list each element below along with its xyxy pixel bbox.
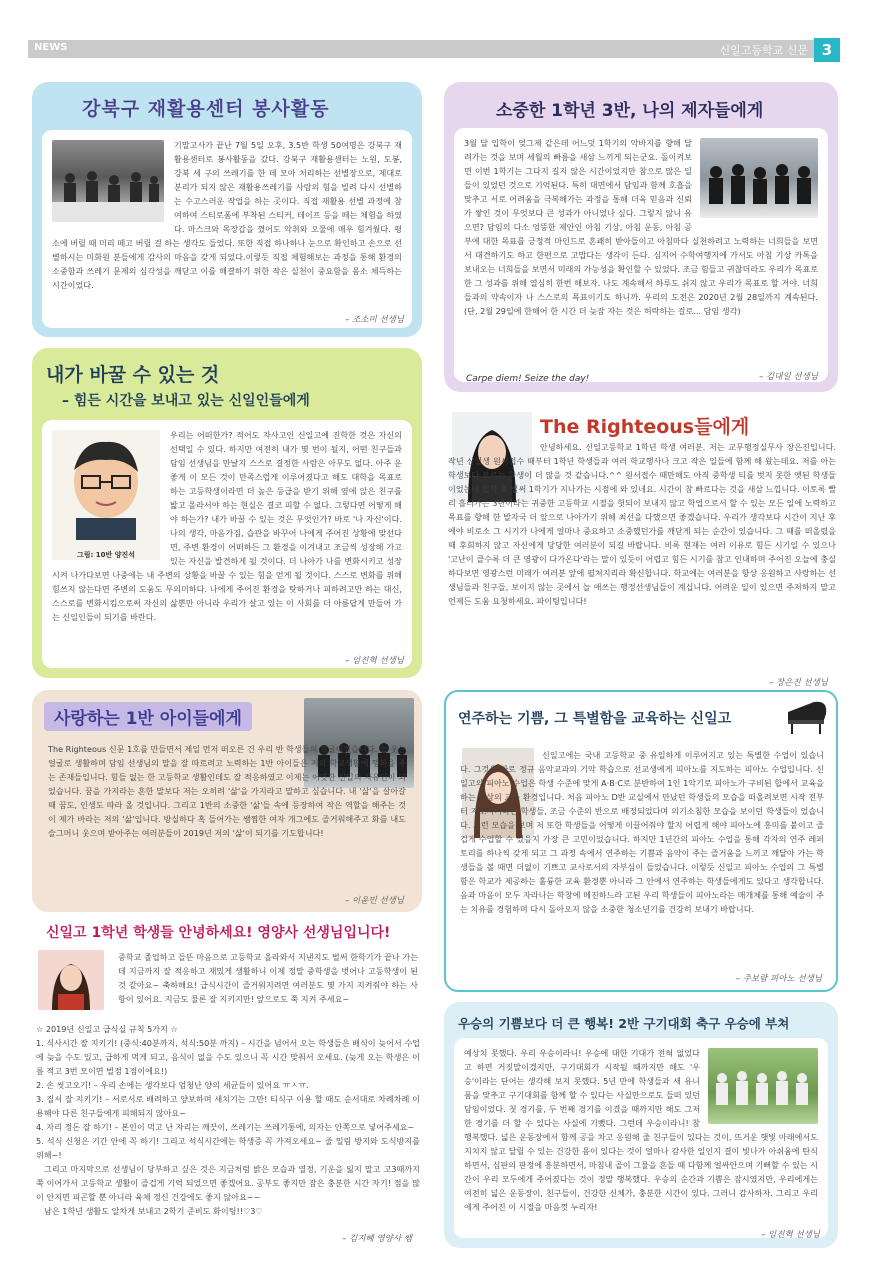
article-author: – 김지혜 영양사 쌤 [342, 1234, 412, 1244]
nutrition-rules [36, 1022, 420, 1218]
nutrition-intro: 중학교 졸업하고 들뜬 마음으로 고등학교 올라와서 지낸지도 벌써 한학기가 끝나 가는데 지금까지 잘 적응하고 재밌게 생활하니 이제 정말 중학생을 벗어나 고등학생이 된 것 같아요~ 축하해요! 급식시간이 즐거워지려면 여러분도 몇 가지 지켜줘야 하는 사항이 있어요. 지금도 물론 잘 지키지만! 앞으로도 쭉 지켜 주세요~ [118, 952, 418, 1004]
article-body: 기말고사가 끝난 7월 5일 오후, 3.5반 학생 50여명은 강북구 재활용센터로 봉사활동을 갔다. 강북구 재활용센터는 노원, 도봉, 강북 세 구의 쓰레기를 한 데 모아 처리하는 선별장으로, 제대로 분리가 되지 않은 재활용쓰레기를 사람의 힘을 빌려 다시 선별하는 수고스러운 작업을 하는 곳이다. 직접 재활용 선별 과정에 참여하여 스티로폼에 부착된 스티커, 테이프 등을 떼는 체험을 하였다. 마스크와 목장갑을 꼈어도 악취와 오물에 매우 힘겨웠다. 평소에 버릴 때 미리 떼고 버릴 걸 하는 생각도 들었다. 또한 직접 하나하나 눈으로 확인하고 손으로 선별하시는 미화원 분들에게 감사의 마음을 갖게 되었다.이렇듯 직접 체험해보는 과정을 통해 환경의 소중함과 쓰레기 문제의 심각성을 깨닫고 이를 해결하기 위한 작은 실천이 중요함을 몸소 체득하는 시간이었다. [52, 140, 402, 290]
article-author: – 임진혁 선생님 [761, 1230, 820, 1240]
article-title: 우승의 기쁨보다 더 큰 행복! 2반 구기대회 축구 우승에 부쳐 [458, 1016, 790, 1031]
section-label: NEWS [34, 42, 68, 53]
rule-item: 4. 자리 정돈 잘 하기! – 본인이 먹고 난 자리는 깨끗이, 쓰레기는 쓰레기통에, 의자는 안쪽으로 넣어주세요~ [36, 1122, 415, 1132]
article-subtitle: – 힘든 시간을 보내고 있는 신일인들에게 [62, 393, 310, 409]
article-body-box [42, 420, 412, 668]
header-bar [28, 40, 814, 58]
article-author: – 장은진 선생님 [769, 678, 828, 688]
article-righteous [444, 400, 838, 688]
article-nutrition [32, 918, 422, 1248]
soccer-photo [708, 1048, 818, 1124]
article-body-box [454, 128, 828, 382]
closing-paragraph: 그리고 마지막으로 선생님이 당부하고 싶은 것은 지금처럼 밝은 모습과 열정, 기운을 잃지 말고 고3때까지 쭉 이어가서 고등학교 생활이 즐겁게 기억 되었으면 좋겠어요. 공부도 좋지만 잠은 충분한 시간 자기! 점을 많이 안지면 피곤할 뿐 아니라 육체 정신 건강에도 좋지 않아요~~ [36, 1164, 420, 1202]
article-author: – 이윤민 선생님 [345, 896, 404, 906]
article-body-box [42, 738, 412, 904]
nutritionist-photo [38, 950, 104, 1010]
article-title: 신일고 1학년 학생들 안녕하세요! 영양사 선생님입니다! [46, 925, 391, 941]
article-title: 소중한 1학년 3반, 나의 제자들에게 [496, 101, 764, 121]
article-title: 내가 바꿀 수 있는 것 [46, 364, 220, 386]
article-title: 연주하는 기쁨, 그 특별함을 교육하는 신일고 [458, 711, 732, 727]
rule-item: 1. 식사시간 잘 지키기! (중식:40분까지, 석식:50분 까지) – 시간을 넘어서 오는 학생들은 배식이 늦어서 수업에 늦을 수도 있고, 급하게 먹게 되고, 음식이 없을 수도 있으니 꼭 시간 맞춰서 오세요. (늦게 오는 학생은 이름 적고 3번 모이면 벌점 1점이에요!) [36, 1038, 420, 1076]
piano-icon [784, 696, 830, 736]
photo-caption: 그림: 10반 양진석 [77, 551, 135, 559]
grand-piano-icon [784, 696, 830, 736]
cartoon-face-icon [52, 430, 160, 540]
rule-item: 5. 석식 신청은 기간 안에 꼭 하기! 그리고 석식시간에는 학생증 꼭 가져오세요~ 줄 밀림 방지와 도식방지를 위해~! [36, 1136, 420, 1160]
article-title: The Righteous들에게 [540, 416, 750, 438]
motto: Carpe diem! Seize the day! [466, 374, 590, 384]
people-photo-icon [52, 140, 164, 222]
page-number: 3 [814, 38, 840, 62]
article-title: 강북구 재활용센터 봉사활동 [82, 98, 330, 120]
rules-heading: ☆ 2019년 신일고 급식실 규칙 5가지 ☆ [36, 1024, 178, 1034]
students-photo-icon [700, 138, 818, 218]
article-body: 예상치 못했다. 우리 우승이라니! 우승에 대한 기대가 전혀 없었다고 하면 거짓말이겠지만, 구기대회가 시작될 때까지만 해도 '우승'이라는 단어는 생각해 보지 못했다. 5년 만에 학생들과 새 유니폼을 맞추고 구기대회를 함께 할 수 있다는 사실만으로도 들떠 있던 담임이었다. 첫 경기를, 두 번째 경기를 이겼을 때까지만 해도 그저 한 경기를 더 할 수 있다는 사실에 기뻤다. 그런데 우승이라니! 참 행복했다. 넓은 운동장에서 함께 공을 차고 응원해 줄 친구들이 있다는 것이, 뜨거운 햇빛 아래에서도 지치지 않고 달릴 수 있는 건강한 몸이 있다는 것이 얼마나 감사한 일인지 결이 빛나가 아쉬움에 탄식하면서, 심판의 판정에 흥분하면서, 마침내 골이 그물을 흔들 때 다함께 얼싸안으며 기뻐할 수 있는 시간이 우리 모두에게 주어졌다는 것이 정말 행복했다. 우승의 순간과 기쁨은 잠시였지만, 우리에게는 여전히 넓은 운동장이, 친구들이, 건강한 신체가, 충분한 시간이 있다. 그러니 감사하자. 그리고 우리에게 주어진 이 시절을 마음껏 누리자! [464, 1048, 818, 1212]
article-change [32, 348, 422, 678]
article-class1 [32, 690, 422, 912]
rule-item: 3. 질서 잘 지키기! – 서로서로 배려하고 양보하며 새치기는 그만! 티식구 이용 할 때도 순서대로 차례차례 이용해야 다른 친구들에게 피해되지 않아요~ [36, 1094, 420, 1118]
article-title: 사랑하는 1반 아이들에게 [44, 702, 252, 731]
article-author: – 주보람 피아노 선생님 [735, 974, 822, 984]
cartoon-illustration [52, 430, 160, 560]
article-body: The Righteous 신문 1호를 만들면서 제일 먼저 떠오른 건 우리 반 학생들의 얼굴이었습니다. 늘 웃는 얼굴로 생활하며 담임 선생님의 말을 잘 따르려고 노력하는 1반 아이들은 저의 학교생활에 행복을 주는 존재들입니다. 힘들 없는 한 고등학교 생활인데도 잘 적응하였고 이제는 어엿한 신일의 자유인이 되었습니다. 꿈을 가지라는 흔한 말보다 저는 오히려 '삶'을 가지라고 말하고 싶습니다. 내 '삶'을 살아갈 때 꿈도, 인생도 따라 올 것입니다. 그리고 1반의 소중한 '삶'들 속에 등장하여 작은 역할을 해주는 것이 제가 바라는 저의 '삶'입니다. 방실하다 혹 들어가는 쌤찜한 여자 개그에도 즐거워해주고 화를 내도 슬그머니 웃으며 받아주는 여러분들이 2019년 저의 '삶'이 되기를 기도합니다! [48, 744, 406, 838]
article-body: 안녕하세요. 신일고등학교 1학년 학생 여러분. 저는 교무행정실무사 장은진입니다. 작년 신입생 원서접수 때부터 1학년 학생들과 여러 학교행사나 크고 작은 일들에 함께 해 왔는데요. 저를 아는 학생보다 모르는 학생이 더 많을 것 같습니다.^^ 원서접수 때만해도 아직 중학생 티를 벗지 못한 앳된 학생들이었는데 입학 후 벌써 1학기가 지나가는 시점에 와 있네요. 시간이 참 빠르다는 것을 새삼 느낍니다. 이토록 빨리 흘러가는 3년이라는 귀중한 고등학교 시절을 헛되이 보내지 않고 학업으로서 할 수 있는 모든 일에 노력하고 목표를 향해 한 발자국 더 앞으로 나아가기 위해 최선을 다했으면 좋겠습니다. 우리가 생각보다 시간이 지난 후에야 비로소 그 시기가 나에게 얼마나 중요하고 소중했던가를 깨닫게 되는 순간이 있습니다. 그 때를 떠올렸을 때 후회하지 않고 자신에게 당당한 여러분이 되길 바랍니다. 비록 현재는 여러 이유로 힘든 시기일 수 있으나 '고난이 클수록 더 큰 영광이 다가온다'라는 말이 있듯이 어렵고 힘든 시기를 참고 인내하며 주어진 오늘에 충실하다보면 영광스런 미래가 여러분 앞에 펼쳐지리라 확신합니다. 학교에는 여러분을 항상 응원하고 사랑하는 선생님들과 친구들, 보이지 않는 곳에서 늘 애쓰는 행정선생님들이 계십니다. 어려운 일이 있으면 주저하지 말고 언제든 도움 요청하세요. 파이팅입니다! [448, 442, 836, 606]
rule-item: 2. 손 씻고오기! – 우리 손에는 생각보다 엄청난 양의 세균들이 있어요 ㅠㅅㅠ. [36, 1080, 309, 1090]
article-author: – 임진혁 선생님 [345, 656, 404, 666]
paper-name: 신일고등학교 신문 [719, 44, 808, 57]
article-soccer [444, 1002, 838, 1248]
team-photo-icon [708, 1048, 818, 1124]
recycle-photo [52, 140, 164, 222]
article-recycle [32, 82, 422, 337]
article-body: 우리는 어떠한가? 적어도 자사고인 신일고에 진학한 것은 자신의 선택일 수 있다. 하지만 여전히 내가 몇 번이 될지, 어떤 친구들과 담임 선생님을 만날지 스스로 결정한 사람은 아무도 없다. 아주 운 좋게 이 모든 것이 만족스럽게 이루어졌다고 해도 대학을 목표로 하는 고등학생이라면 더 높은 등급을 받기 위해 옆에 앉은 친구를 밟고 올라서야 하는 현실은 결코 피할 수 없다. 그렇다면 어떻게 해야 하는가? 내가 바꿀 수 있는 것은 무엇인가? 바로 '나 자신'이다. 나의 생각, 마음가짐, 습관을 바꾸어 나에게 주어진 상황에 맞선다면, 주변 환경이 어떠하든 그 환경을 이겨내고 조금씩 성장해 가고 있는 자신을 발견하게 될 것이다. 더 나아가 나를 변화시키고 성장시켜 나가다보면 나중에는 내 주변의 상황을 바꿀 수 있는 힘을 얻게 될 것이다. 스스로 변화를 위해 힘쓰지 않는다면 주변의 도움도 무의미하다. 나에게 주어진 환경을 탓하거나 피하려고만 하는 대신, 스스로를 변화시킴으로써 자신의 삶뿐만 아니라 우리가 살고 있는 이 사회를 더 아름답게 만들어 가는 신일인들이 되기를 바란다. [52, 430, 402, 622]
article-class3 [444, 82, 838, 392]
portrait-icon [38, 950, 104, 1010]
article-body: 신일고에는 국내 고등학교 중 유일하게 이루어지고 있는 특별한 수업이 있습니다. 그것은 바로 정규 음악교과의 기악 학습으로 선교생에게 피아노를 지도하는 피아노 수업입니다. 신일고의 피아노 수업은 학생 수준에 맞게 A·B·C로 분반하여 1인 1악기로 피아노가 구비된 합에서 교육을 하는 최상의 교육 환경입니다. 처음 피아노 D반 교실에서 만났던 학생들의 모습을 떠올려보면 시작 전부터 자포자기하는 학생들, 조금 수준의 반으로 배정되었다며 의기소침한 모습을 보이던 학생들이 었습니다. 그런 모습을 보며 저 또한 학생들을 어떻게 이끌어줘야 할지 어렵게 해야 피아노에 흥미를 붙이고 즐겁게 수업할 수 있을지 가장 큰 고민이었습니다. 하지만 1년간의 피아노 수업을 통해 각자의 연주 레퍼토리를 하나씩 갖게 되고 그 과정 속에서 연주하는 기쁨과 음악이 주는 즐거움을 느끼고 깨달아 가는 학생들을 볼 때면 더없이 기쁘고 교사로서의 자부심이 들었습니다. 이렇듯 신일고 피아노 수업의 그 특별함은 학교가 제공하는 훌륭한 교육 환경뿐 아니라 그 안에서 연주하는 학생들에게도 있다고 생각합니다. 음과 마음이 모두 자라나는 학창에 메진하느라 고된 우리 학생들이 피아노라는 매개체를 통해 예술이 주는 치유를 경험하며 다시 돌아오지 않을 소중한 청소년기를 건강히 보내기 바랍니다. [460, 750, 824, 914]
closing-line: 남은 1학년 생활도 알차게 보내고 2학기 준비도 화이팅!!♡3♡ [44, 1206, 263, 1216]
article-body-box [42, 130, 412, 328]
article-piano [444, 690, 838, 992]
class3-photo [700, 138, 818, 218]
article-author: – 조소미 선생님 [345, 315, 404, 325]
article-body-box [454, 1038, 828, 1238]
article-body: 3월 달 입학이 엊그제 같은데 어느덧 1학기의 악바지를 향해 달려가는 것을 보며 세월의 빠름을 새삼 느끼게 되는군요. 돌이켜보면 이번 1학기는 그다지 길지 않은 시간이었지만 참으로 많은 일들이 있었던 것으로 기억된다. 특히 대면에서 담임과 함께 호흡을 맞추고 서로 어려움을 극복해가는 과정을 통해 더욱 믿음과 신뢰가 쌓인 것이 무엇보다 큰 성과가 아니었나 싶다. 그렇지 않니 유으면? 담임의 다소 엉뚱한 제안인 아침 기상, 아침 운동, 아침 공부에 대한 목표를 긍정적 마인드로 흔쾌히 받아들이고 아침마다 실천하려고 노력하는 너희들을 보면서 대견하기도 하고 한편으로 고맙다는 생각이 든다. 심지어 수학여행지에 가서도 아침 기상 카톡을 보내오는 너희들을 보면서 미래의 가능성을 확인할 수 있었다. 조금 힘들고 귀찮더라도 우리가 목표로 한 그 성과를 위해 열심히 한번 해보자. 나도 계속해서 하루도 쉬지 않고 우리가 목표로 할 거야. 너희들과의 약속이자 나 스스로의 목표이기도 하니까. 우리의 도전은 2020년 2월 28일까지 계속된다. (단, 2월 29일에 한해어 한 시간 더 늦잠 자는 것은 허락하는 걸로... 담임 생각) [464, 138, 819, 316]
article-author: – 김대일 선생님 [759, 372, 818, 382]
